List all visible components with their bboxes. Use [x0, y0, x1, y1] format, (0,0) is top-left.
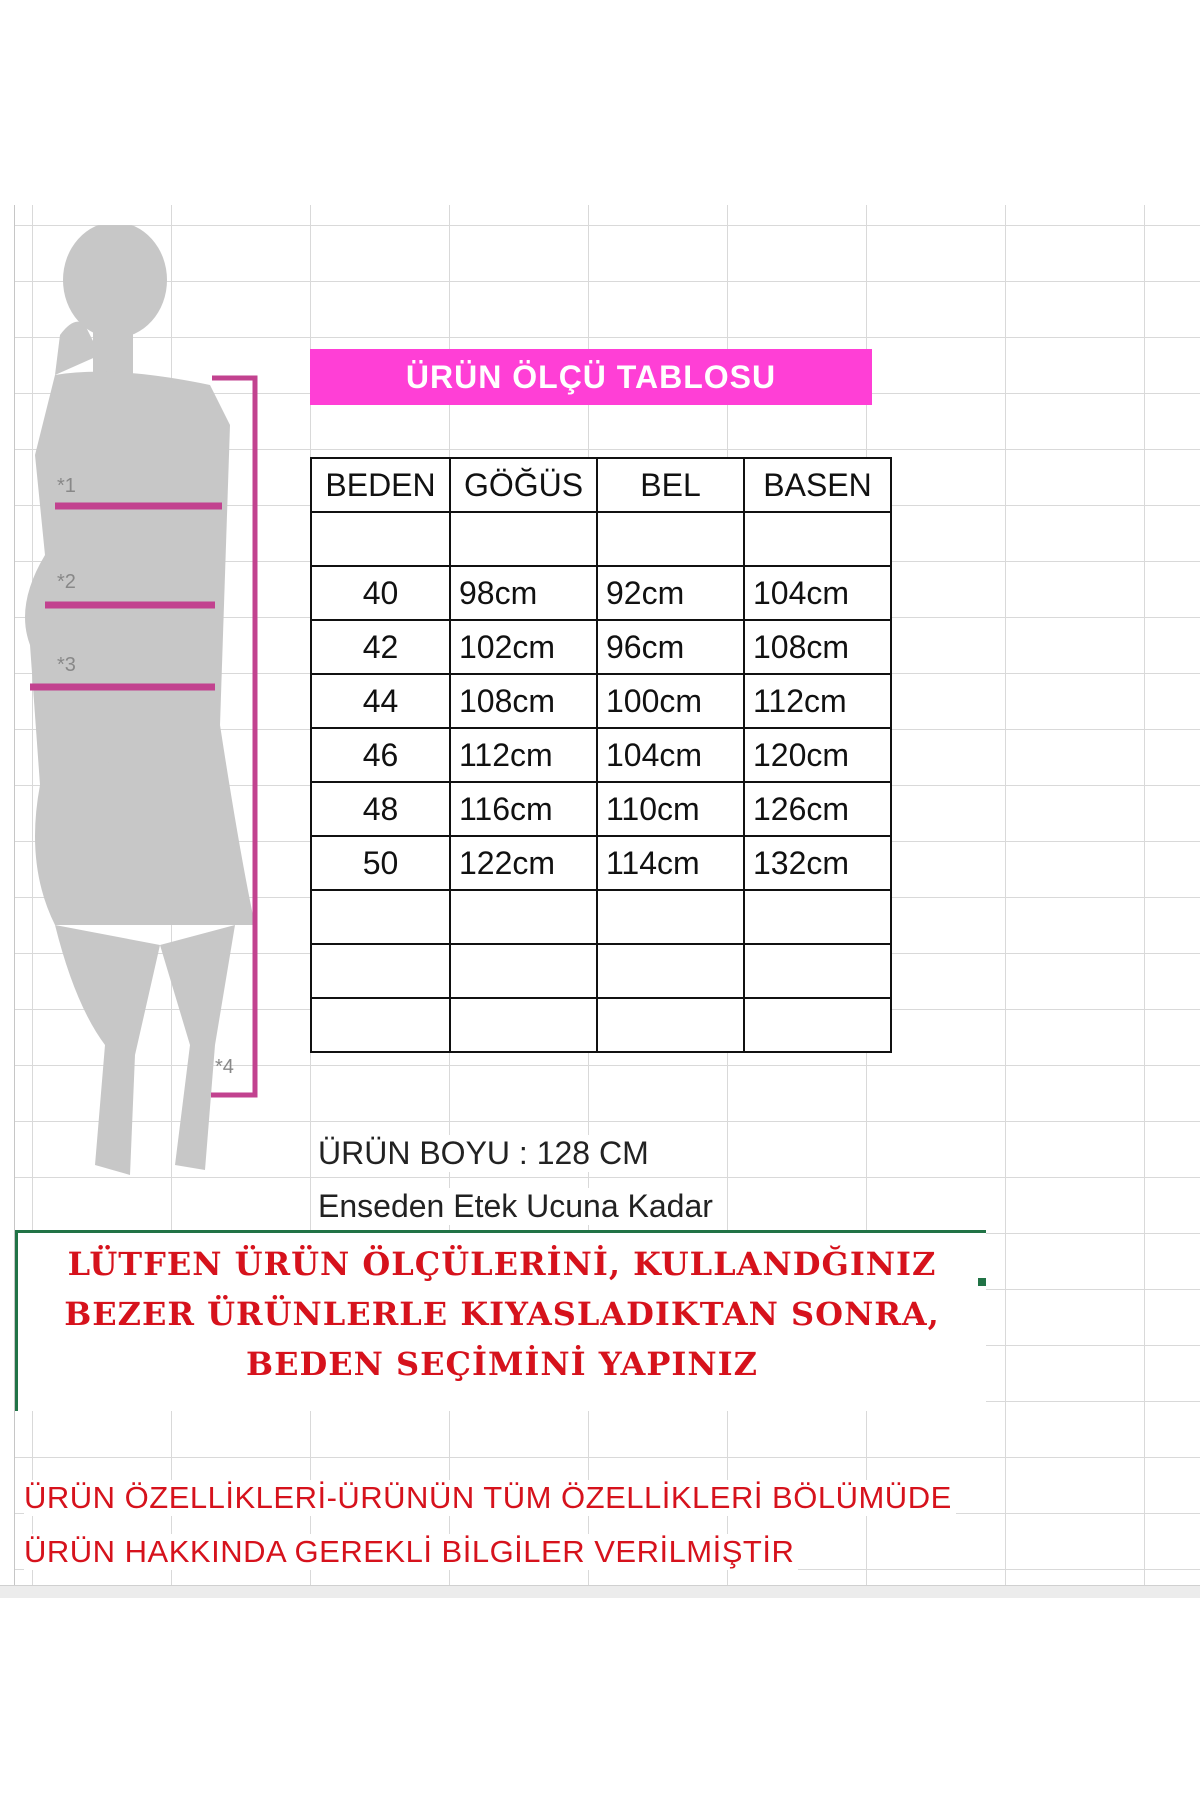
- table-row: [311, 620, 891, 674]
- warning-line-1: LÜTFEN ÜRÜN ÖLÇÜLERİNİ, KULLANDĞINIZ: [67, 1245, 937, 1283]
- cell-gogus: 108cm: [450, 674, 597, 728]
- cell-basen: 132cm: [744, 836, 891, 890]
- cell-bel: 114cm: [597, 836, 744, 890]
- table-row: [311, 728, 891, 782]
- table-row: [311, 512, 891, 566]
- cell-basen: [744, 944, 891, 998]
- table-row: [311, 674, 891, 728]
- cell-beden: 50: [311, 836, 450, 890]
- cell-bel: [597, 998, 744, 1052]
- cell-beden: 46: [311, 728, 450, 782]
- cell-bel: 104cm: [597, 728, 744, 782]
- size-chart-table: [310, 457, 892, 1053]
- cell-bel: 100cm: [597, 674, 744, 728]
- table-row: [311, 566, 891, 620]
- product-length-text: ÜRÜN BOYU : 128 CM: [318, 1135, 655, 1172]
- cell-beden: 44: [311, 674, 450, 728]
- table-row: [311, 998, 891, 1052]
- cell-beden: [311, 512, 450, 566]
- cell-basen: 104cm: [744, 566, 891, 620]
- cell-bel: 96cm: [597, 620, 744, 674]
- figure-label-4: *4: [215, 1056, 234, 1078]
- cell-beden: [311, 998, 450, 1052]
- table-header-row: [311, 458, 891, 512]
- cell-gogus: 116cm: [450, 782, 597, 836]
- cell-bel: 92cm: [597, 566, 744, 620]
- cell-gogus: 112cm: [450, 728, 597, 782]
- silhouette-shape: [25, 225, 255, 1175]
- cell-gogus: [450, 944, 597, 998]
- cell-beden: [311, 944, 450, 998]
- table-row: [311, 890, 891, 944]
- selection-fill-handle[interactable]: [978, 1278, 986, 1286]
- header-basen: BASEN: [744, 458, 891, 512]
- cell-beden: 42: [311, 620, 450, 674]
- cell-basen: [744, 512, 891, 566]
- table-row: [311, 782, 891, 836]
- cell-bel: [597, 890, 744, 944]
- cell-bel: 110cm: [597, 782, 744, 836]
- cell-bel: [597, 944, 744, 998]
- body-silhouette-figure: [15, 225, 295, 1225]
- info-line-1: ÜRÜN ÖZELLİKLERİ-ÜRÜNÜN TÜM ÖZELLİKLERİ BÖLÜMÜDE: [24, 1480, 956, 1516]
- cell-gogus: 98cm: [450, 566, 597, 620]
- row-header-gutter: [0, 205, 15, 1595]
- cell-basen: 112cm: [744, 674, 891, 728]
- cell-basen: 108cm: [744, 620, 891, 674]
- cell-basen: [744, 998, 891, 1052]
- cell-basen: 120cm: [744, 728, 891, 782]
- cell-gogus: [450, 512, 597, 566]
- warning-line-2: BEZER ÜRÜNLERLE KIYASLADIKTAN SONRA,: [64, 1295, 940, 1333]
- header-beden: BEDEN: [311, 458, 450, 512]
- cell-basen: [744, 890, 891, 944]
- cell-gogus: [450, 890, 597, 944]
- length-note-text: Enseden Etek Ucuna Kadar: [318, 1188, 719, 1225]
- cell-beden: 40: [311, 566, 450, 620]
- figure-label-1: *1: [57, 475, 76, 497]
- cell-beden: [311, 890, 450, 944]
- header-bel: BEL: [597, 458, 744, 512]
- table-row: [311, 836, 891, 890]
- cell-gogus: [450, 998, 597, 1052]
- cell-gogus: 122cm: [450, 836, 597, 890]
- warning-cell-selection[interactable]: [15, 1230, 986, 1411]
- cell-gogus: 102cm: [450, 620, 597, 674]
- figure-label-3: *3: [57, 654, 76, 676]
- cell-beden: 48: [311, 782, 450, 836]
- warning-line-3: BEDEN SEÇİMİNİ YAPINIZ: [246, 1345, 758, 1383]
- table-row: [311, 944, 891, 998]
- header-gogus: GÖĞÜS: [450, 458, 597, 512]
- figure-label-2: *2: [57, 571, 76, 593]
- info-line-2: ÜRÜN HAKKINDA GEREKLİ BİLGİLER VERİLMİŞTİR: [24, 1534, 798, 1570]
- cell-basen: 126cm: [744, 782, 891, 836]
- cell-bel: [597, 512, 744, 566]
- size-chart-title: ÜRÜN ÖLÇÜ TABLOSU: [310, 349, 872, 405]
- horizontal-scrollbar[interactable]: [0, 1585, 1200, 1598]
